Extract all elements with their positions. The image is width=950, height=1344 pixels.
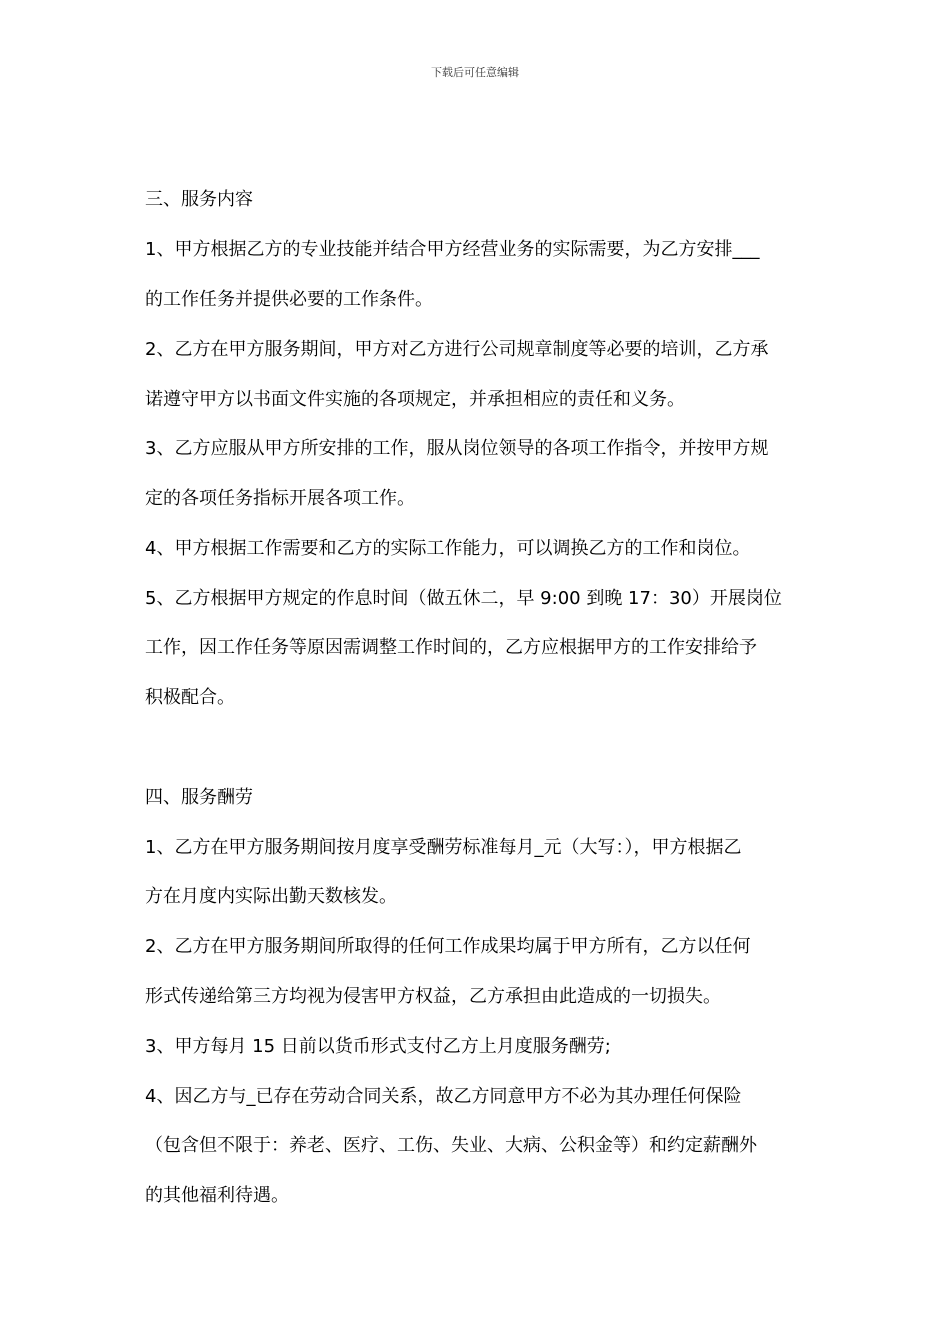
paragraph-line: 3、甲方每月 15 日前以货币形式支付乙方上月度服务酬劳; (145, 1036, 611, 1057)
paragraph-line: 1、甲方根据乙方的专业技能并结合甲方经营业务的实际需要，为乙方安排___ (145, 239, 760, 260)
page-header: 下载后可任意编辑 (431, 66, 519, 79)
paragraph-line: 4、因乙方与_已存在劳动合同关系，故乙方同意甲方不必为其办理任何保险 (145, 1086, 742, 1107)
paragraph-line: 2、乙方在甲方服务期间所取得的任何工作成果均属于甲方所有，乙方以任何 (145, 936, 751, 957)
paragraph-line: 积极配合。 (145, 687, 235, 708)
paragraph-line: 5、乙方根据甲方规定的作息时间（做五休二，早 9:00 到晚 17：30）开展岗位 (145, 588, 782, 609)
paragraph-line: 定的各项任务指标开展各项工作。 (145, 488, 415, 509)
paragraph-line: 形式传递给第三方均视为侵害甲方权益，乙方承担由此造成的一切损失。 (145, 986, 721, 1007)
paragraph-line: 的工作任务并提供必要的工作条件。 (145, 289, 433, 310)
paragraph-line: 方在月度内实际出勤天数核发。 (145, 886, 397, 907)
paragraph-line: （包含但不限于：养老、医疗、工伤、失业、大病、公积金等）和约定薪酬外 (145, 1135, 757, 1156)
paragraph-line: 1、乙方在甲方服务期间按月度享受酬劳标准每月_元（大写：），甲方根据乙 (145, 837, 742, 858)
paragraph-line: 工作，因工作任务等原因需调整工作时间的，乙方应根据甲方的工作安排给予 (145, 637, 757, 658)
paragraph-line: 3、乙方应服从甲方所安排的工作，服从岗位领导的各项工作指令，并按甲方规 (145, 438, 769, 459)
paragraph-line: 诺遵守甲方以书面文件实施的各项规定，并承担相应的责任和义务。 (145, 389, 685, 410)
paragraph-line: 的其他福利待遇。 (145, 1185, 289, 1206)
section-heading-service-content: 三、服务内容 (145, 189, 253, 210)
paragraph-line: 4、甲方根据工作需要和乙方的实际工作能力，可以调换乙方的工作和岗位。 (145, 538, 751, 559)
section-heading-service-remuneration: 四、服务酬劳 (145, 787, 253, 808)
paragraph-line: 2、乙方在甲方服务期间，甲方对乙方进行公司规章制度等必要的培训，乙方承 (145, 339, 769, 360)
